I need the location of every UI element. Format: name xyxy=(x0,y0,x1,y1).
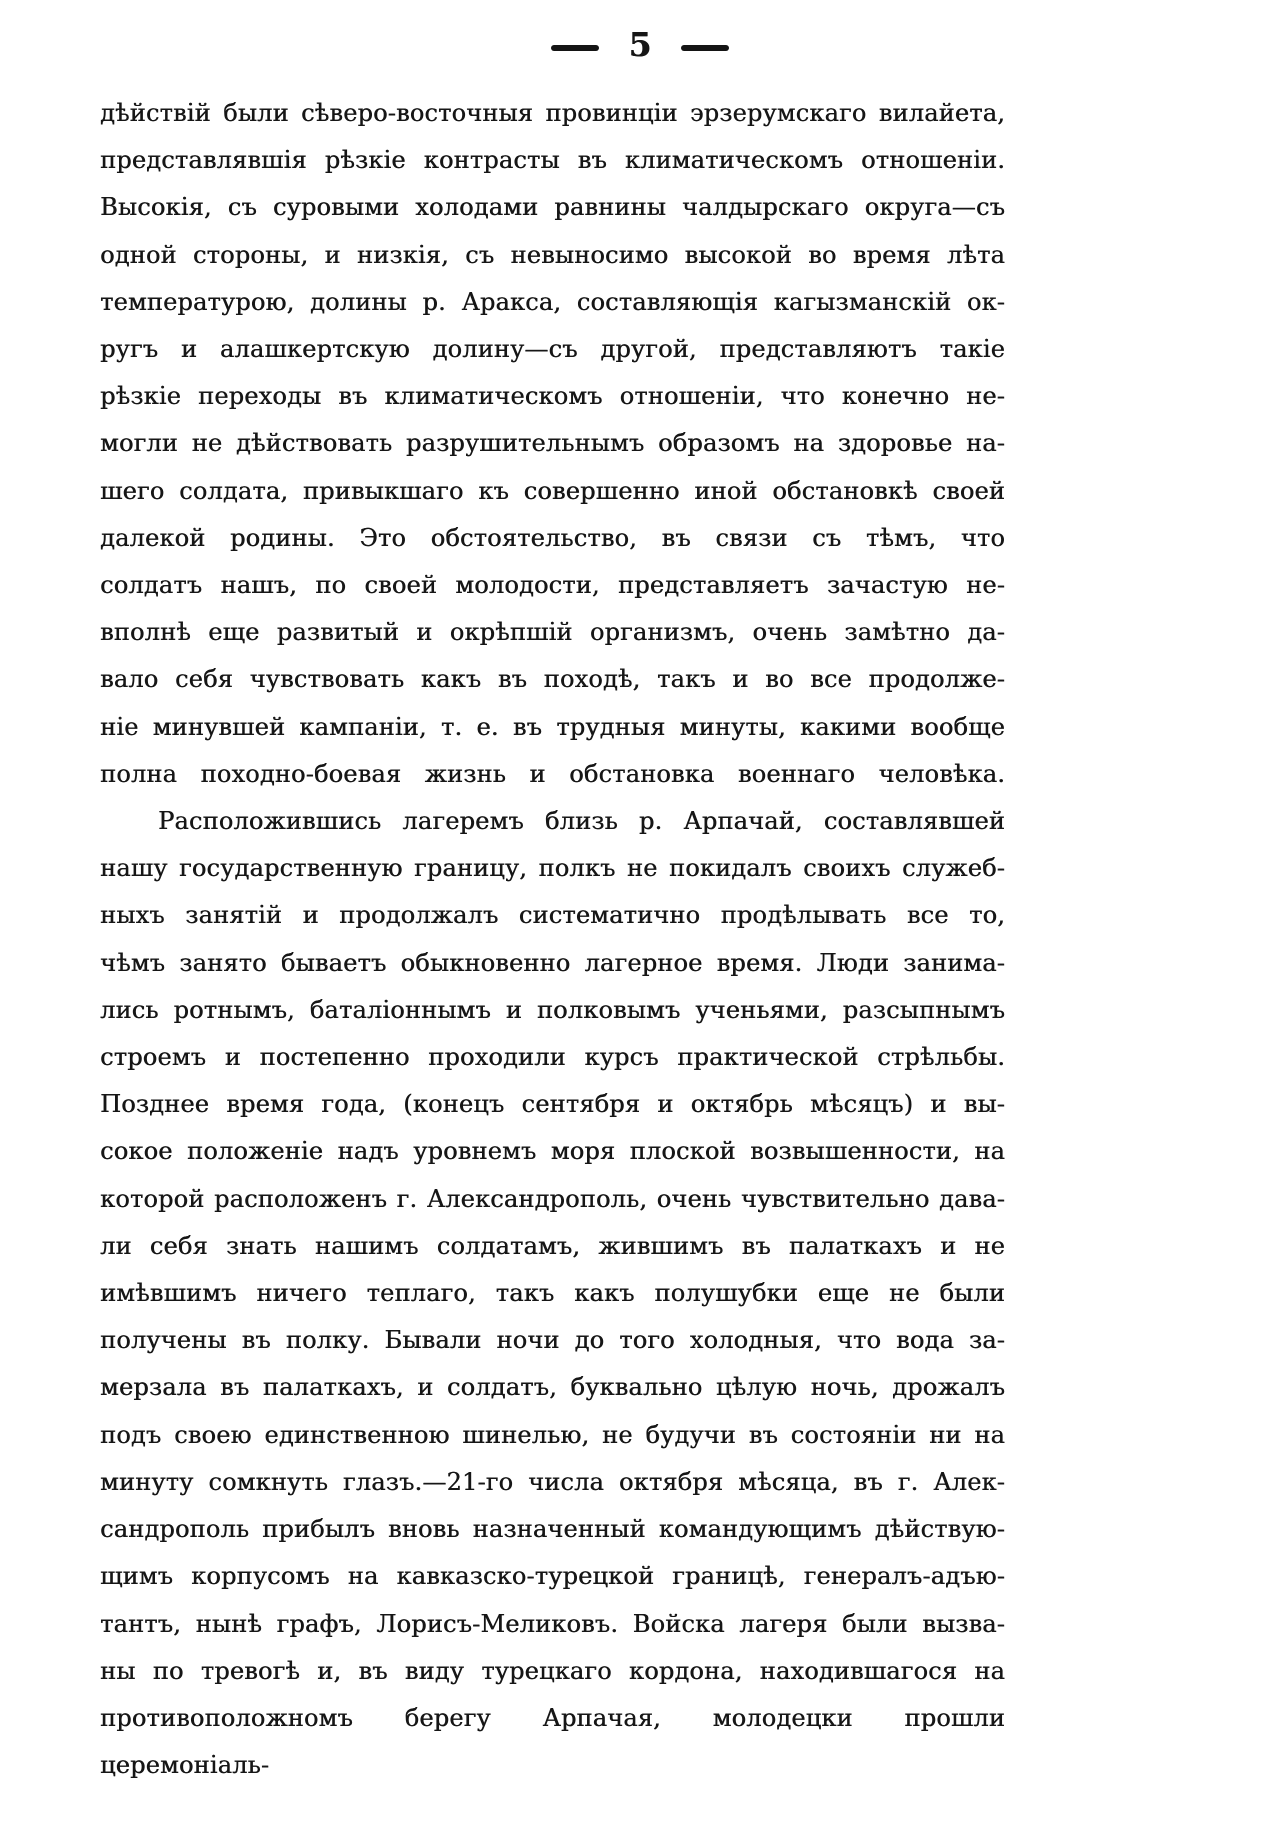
text-line: ли себя знать нашимъ солдатамъ, жившимъ въ палаткахъ и не xyxy=(100,1231,1005,1260)
text-line: ругъ и алашкертскую долину—съ другой, представляютъ такіе xyxy=(100,335,1005,364)
text-line: минуту сомкнуть глазъ.—21-го числа октября мѣсяца, въ г. Алек- xyxy=(100,1467,1005,1496)
header-rule-right-icon xyxy=(681,45,729,51)
text-line: противоположномъ берегу Арпачая, молодецки прошли церемоніаль- xyxy=(100,1703,1005,1780)
text-line: вполнѣ еще развитый и окрѣпшій организмъ, очень замѣтно да- xyxy=(100,618,1005,647)
text-line: имѣвшимъ ничего теплаго, такъ какъ полушубки еще не были xyxy=(100,1279,1005,1308)
text-line: ныхъ занятій и продолжалъ систематично продѣлывать все то, xyxy=(100,901,1005,930)
text-line: сокое положеніе надъ уровнемъ моря плоской возвышенности, на xyxy=(100,1137,1005,1166)
page-number: 5 xyxy=(628,25,652,64)
text-line: вало себя чувствовать какъ въ походѣ, такъ и во все продолже- xyxy=(100,665,1005,694)
text-line: дѣйствій были сѣверо-восточныя провинціи эрзерумскаго вилайета, xyxy=(100,99,1005,127)
text-line: шего солдата, привыкшаго къ совершенно иной обстановкѣ своей xyxy=(100,476,1005,505)
text-line: Высокія, съ суровыми холодами равнины чалдырскаго округа—съ xyxy=(100,193,1005,222)
text-line: получены въ полку. Бывали ночи до того холодныя, что вода за- xyxy=(100,1326,1005,1355)
text-line: щимъ корпусомъ на кавказско-турецкой границѣ, генералъ-адъю- xyxy=(100,1562,1005,1591)
text-block xyxy=(100,90,1005,1789)
text-line: ны по тревогѣ и, въ виду турецкаго кордона, находившагося на xyxy=(100,1656,1005,1685)
text-line: Расположившись лагеремъ близь р. Арпачай, составлявшей xyxy=(158,807,1005,836)
text-line: тантъ, нынѣ графъ, Лорисъ-Меликовъ. Войска лагеря были вызва- xyxy=(100,1609,1005,1638)
text-line: ніе минувшей кампаніи, т. е. въ трудныя минуты, какими вообще xyxy=(100,712,1005,741)
text-line: которой расположенъ г. Александрополь, очень чувствительно дава- xyxy=(100,1184,1005,1213)
text-line: полна походно-боевая жизнь и обстановка военнаго человѣка. xyxy=(100,759,1005,788)
page-header xyxy=(0,25,1280,64)
text-line: солдатъ нашъ, по своей молодости, представляетъ зачастую не- xyxy=(100,571,1005,600)
text-line: одной стороны, и низкія, съ невыносимо высокой во время лѣта xyxy=(100,240,1005,269)
text-line: могли не дѣйствовать разрушительнымъ образомъ на здоровье на- xyxy=(100,429,1005,458)
text-line: мерзала въ палаткахъ, и солдатъ, буквально цѣлую ночь, дрожалъ xyxy=(100,1373,1005,1402)
header-rule-left-icon xyxy=(551,45,599,51)
text-line: представлявшія рѣзкіе контрасты въ климатическомъ отношеніи. xyxy=(100,146,1005,175)
text-line: чѣмъ занято бываетъ обыкновенно лагерное время. Люди занима- xyxy=(100,948,1005,977)
text-line: рѣзкіе переходы въ климатическомъ отношеніи, что конечно не- xyxy=(100,382,1005,411)
text-line: сандрополь прибылъ вновь назначенный командующимъ дѣйствую- xyxy=(100,1515,1005,1544)
text-line: далекой родины. Это обстоятельство, въ связи съ тѣмъ, что xyxy=(100,523,1005,552)
text-line: строемъ и постепенно проходили курсъ практической стрѣльбы. xyxy=(100,1043,1005,1072)
text-line: подъ своею единственною шинелью, не будучи въ состояніи ни на xyxy=(100,1420,1005,1449)
text-line: температурою, долины р. Аракса, составляющія кагызманскій ок- xyxy=(100,287,1005,316)
text-line: нашу государственную границу, полкъ не покидалъ своихъ служеб- xyxy=(100,854,1005,883)
text-line: Позднее время года, (конецъ сентября и октябрь мѣсяцъ) и вы- xyxy=(100,1090,1005,1119)
text-line: лись ротнымъ, баталіоннымъ и полковымъ ученьями, разсыпнымъ xyxy=(100,995,1005,1024)
